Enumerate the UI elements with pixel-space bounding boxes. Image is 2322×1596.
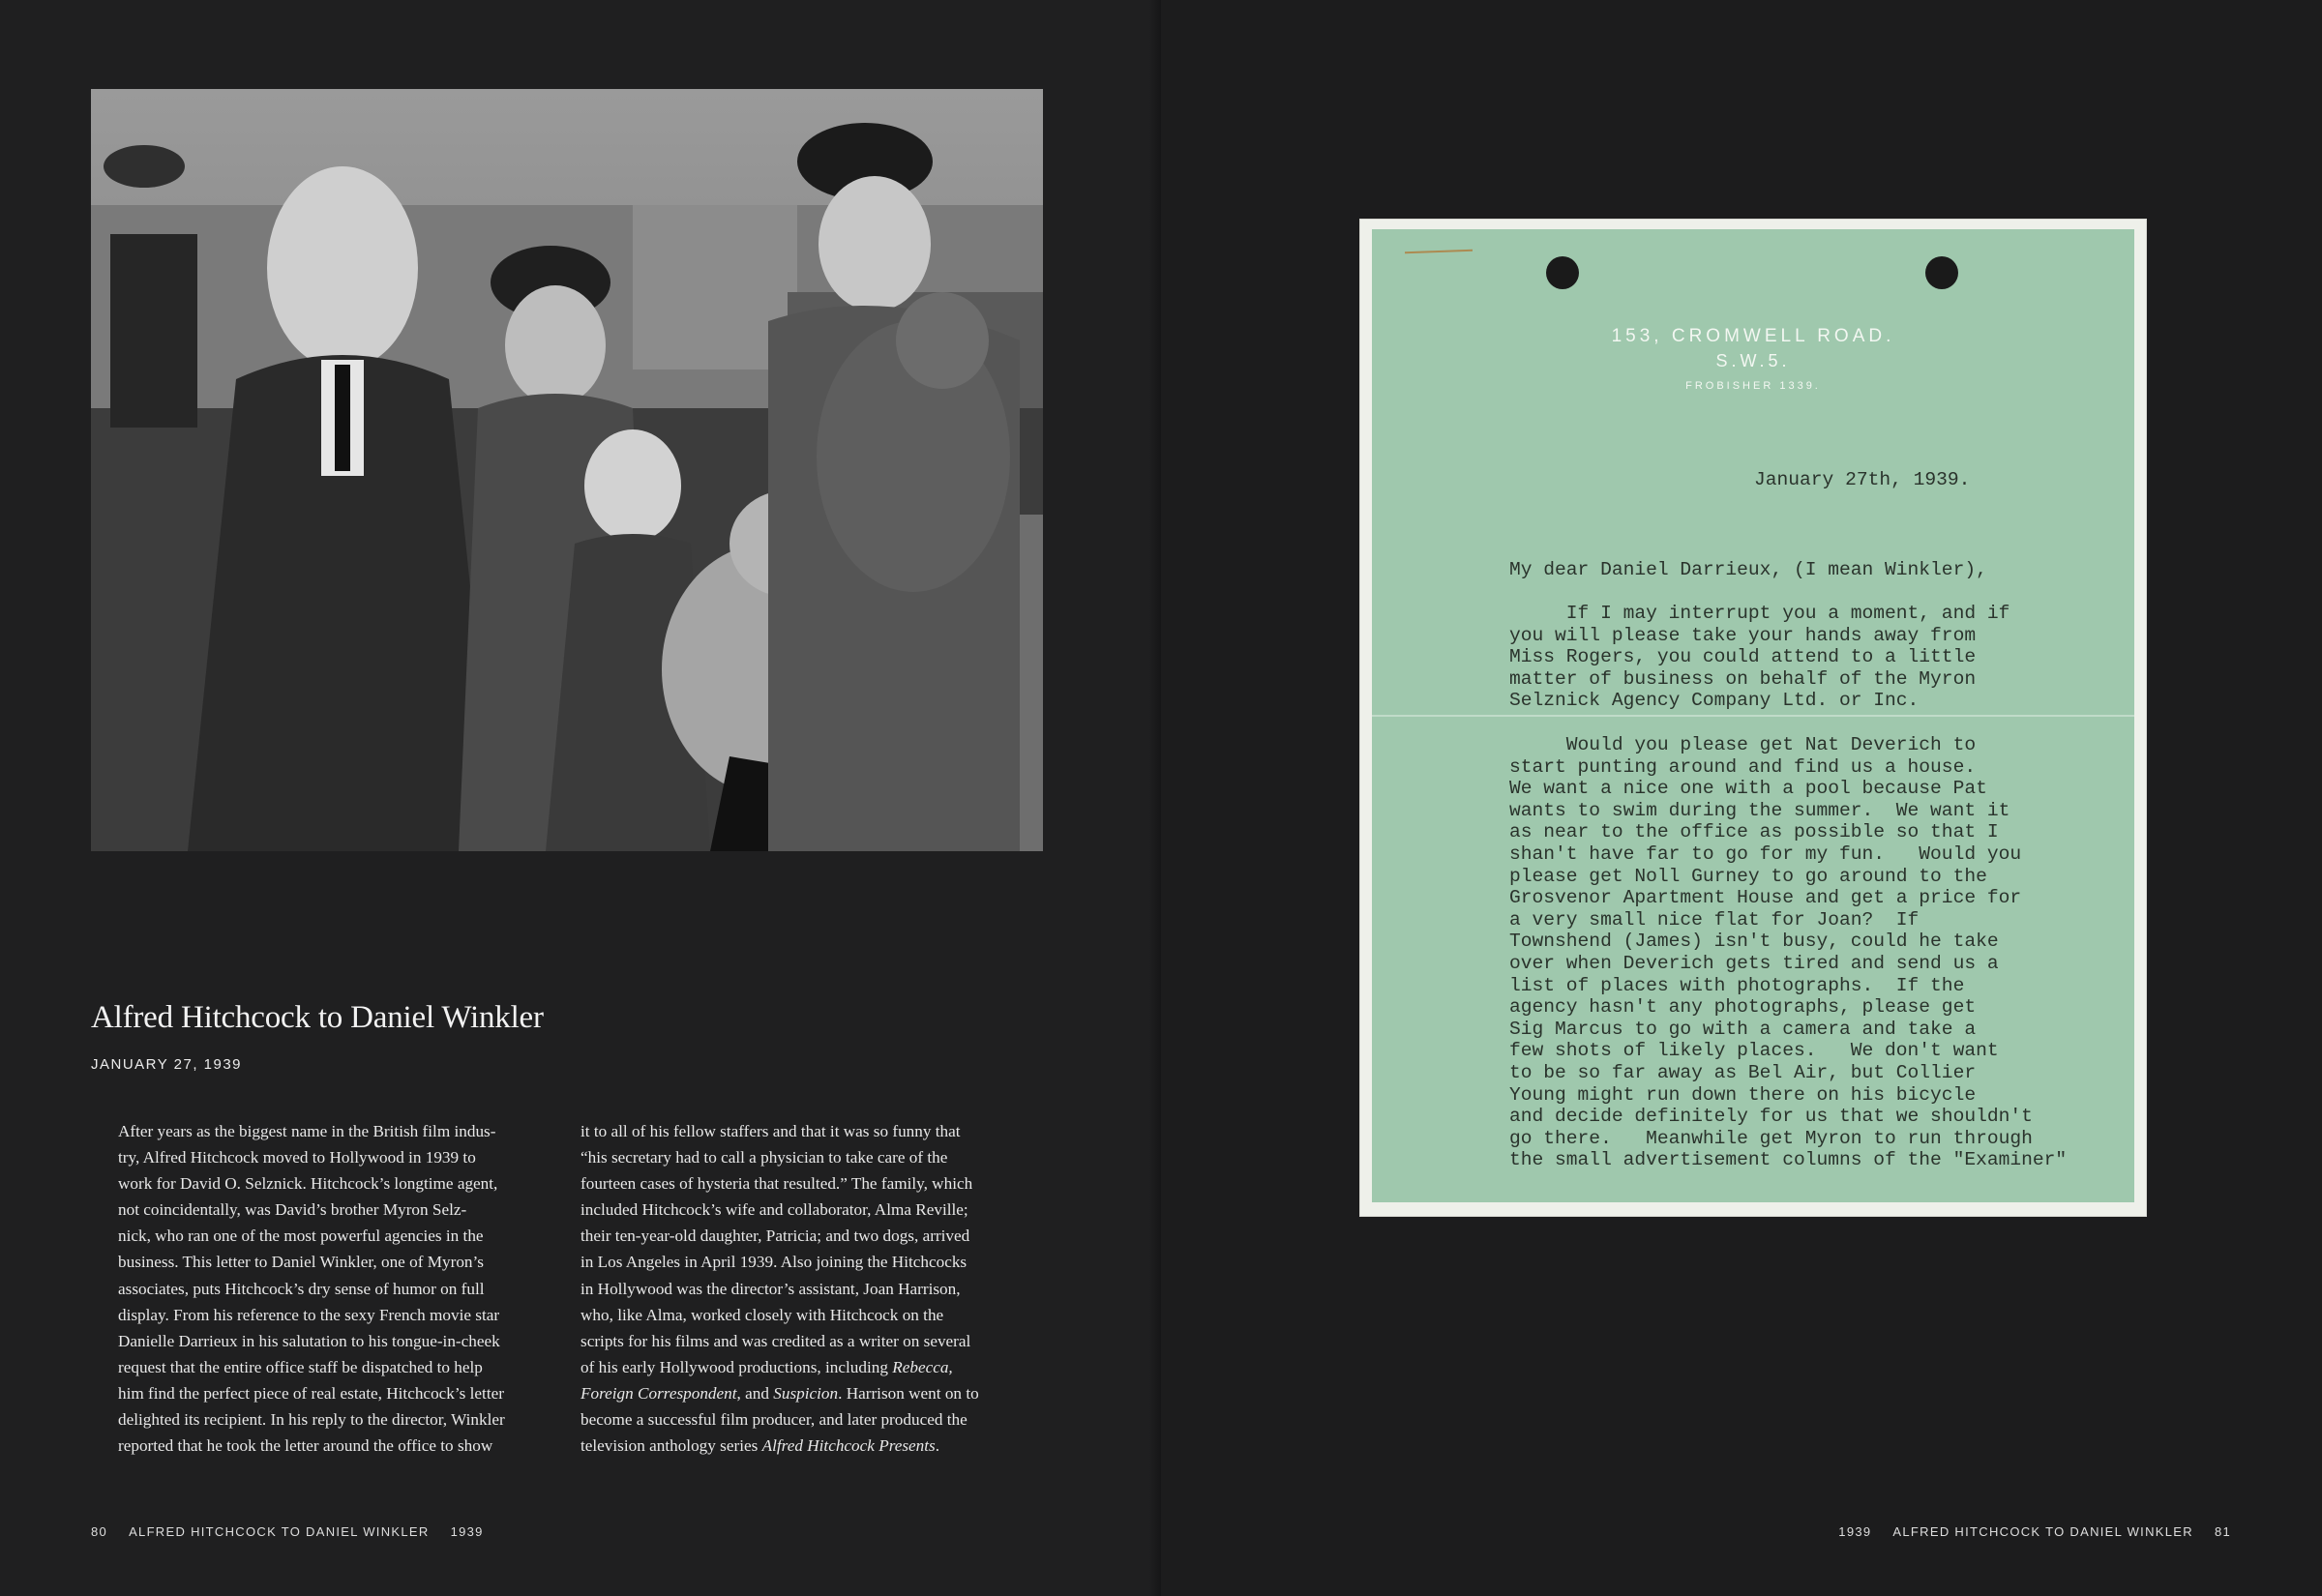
letter-typed-date: January 27th, 1939. [1754,469,1971,490]
pen-mark [1405,250,1473,253]
punch-hole [1546,256,1579,289]
letter-paragraph-2: Would you please get Nat Deverich to start punting around and find us a house. We want a nice one with a pool because Pat wants to swim during the summer. We want it as near to the office as possible so that I shan't have far to go for my fun. Would you please get Noll Gurney to go around to the Grosvenor Apartment House and get a price for a very small nice flat for Joan? If Townshend (James) isn't busy, could he take over when Deverich gets tired and send us a list of places with photographs. If the agency hasn't any photographs, please get Sig Marcus to go with a camera and take a few shots of likely places. We don't want to be so far away as Bel Air, but Collier Young might run down there on his bicycle and decide definitely for us that we shouldn't go there. Meanwhile get Myron to run through the small advertisement columns of the "Examiner" [1509,734,2068,1171]
body-column-1: After years as the biggest name in the British film indus- try, Alfred Hitchcock moved to Hollywood in 1939 to work for David O. Selznick. Hitchcock’s longtime agent, not coincidentally, was David’s brother Myron Selz- nick, who ran one of the most powerful agencies in the business. This letter to Daniel Winkler, one of Myron’s associates, puts Hitchcock’s dry sense of humor on full display. From his reference to the sexy French movie star Danielle Darrieux in his salutation to his tongue-in-cheek request that the entire office staff be dispatched to help him find the perfect piece of real estate, Hitchcock’s letter delighted its recipient. In his reply to the director, Winkler reported that he took the letter around the office to show [118,1122,505,1456]
footer-right [1817,1524,2231,1539]
body-column-2: it to all of his fellow staffers and that it was so funny that “his secretary had to call a physician to take care of the fourteen cases of hysteria that resulted.” The family, which included Hitchcock’s wife and collaborator, Alma Reville; their ten-year-old daughter, Patricia; and two dogs, arrived in Los Angeles in April 1939. Also joining the Hitchcocks in Hollywood was the director’s assistant, Joan Harrison, who, like Alma, worked closely with Hitchcock on the scripts for his films and was credited as a writer on several of his early Hollywood productions, including Rebecca, Foreign Correspondent, and Suspicion. Harrison went on to become a successful film producer, and later produced the television anthology series Alfred Hitchcock Presents. [580,1122,979,1456]
letter-fold [1372,715,2134,717]
running-title: ALFRED HITCHCOCK TO DANIEL WINKLER [129,1524,430,1539]
running-year: 1939 [1838,1524,1872,1539]
page-number: 81 [2214,1524,2231,1539]
letter-date: JANUARY 27, 1939 [91,1056,243,1073]
hitchcock-family-photo [91,89,1043,851]
photo-illustration [91,89,1043,851]
running-year: 1939 [450,1524,484,1539]
letter-title: Alfred Hitchcock to Daniel Winkler [91,1000,544,1035]
running-title: ALFRED HITCHCOCK TO DANIEL WINKLER [1892,1524,2193,1539]
punch-hole [1925,256,1958,289]
typed-letter [1372,229,2134,1202]
footer-left [91,1524,505,1539]
letter-paragraph-1: If I may interrupt you a moment, and if you will please take your hands away from Miss Rogers, you could attend to a little matter of business on behalf of the Myron Selznick Agency Company Ltd. or Inc. [1509,603,2010,712]
letter-salutation: My dear Daniel Darrieux, (I mean Winkler), [1509,559,1987,580]
letterhead-phone: FROBISHER 1339. [1685,380,1821,392]
page-number: 80 [91,1524,108,1539]
letterhead-address: 153, CROMWELL ROAD. [1611,326,1895,346]
letterhead-postcode: S.W.5. [1715,351,1791,370]
